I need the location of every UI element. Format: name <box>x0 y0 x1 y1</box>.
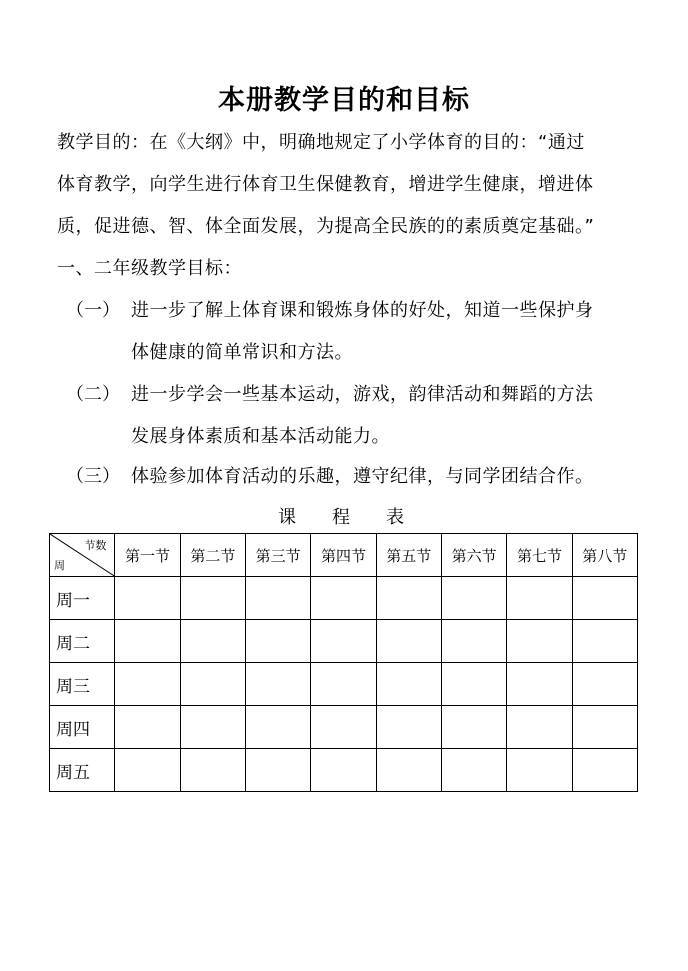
column-header: 第一节 <box>115 534 180 577</box>
schedule-cell[interactable] <box>180 620 245 663</box>
column-header: 第六节 <box>441 534 506 577</box>
schedule-cell[interactable] <box>376 577 441 620</box>
table-row <box>50 706 638 749</box>
schedule-cell[interactable] <box>507 749 572 792</box>
schedule-cell[interactable] <box>245 706 310 749</box>
schedule-cell[interactable] <box>245 749 310 792</box>
schedule-cell[interactable] <box>376 663 441 706</box>
schedule-cell[interactable] <box>180 749 245 792</box>
row-header: 周二 <box>50 620 115 663</box>
schedule-cell[interactable] <box>441 749 506 792</box>
goal-number-1: （一） <box>66 300 120 321</box>
schedule-cell[interactable] <box>311 663 376 706</box>
row-header: 周三 <box>50 663 115 706</box>
schedule-cell[interactable] <box>572 663 637 706</box>
schedule-cell[interactable] <box>115 749 180 792</box>
schedule-cell[interactable] <box>245 663 310 706</box>
purpose-line-1: 教学目的：在《大纲》中，明确地规定了小学体育的目的：“通过 <box>57 132 585 153</box>
schedule-cell[interactable] <box>115 620 180 663</box>
schedule-cell[interactable] <box>441 577 506 620</box>
schedule-cell[interactable] <box>311 749 376 792</box>
table-row <box>50 749 638 792</box>
column-header: 第四节 <box>311 534 376 577</box>
schedule-header-row <box>50 534 638 577</box>
goal-number-2: （二） <box>66 384 120 405</box>
corner-label-week: 周 <box>54 559 65 572</box>
schedule-cell[interactable] <box>245 620 310 663</box>
row-header: 周一 <box>50 577 115 620</box>
schedule-cell[interactable] <box>507 620 572 663</box>
schedule-cell[interactable] <box>180 706 245 749</box>
schedule-cell[interactable] <box>311 706 376 749</box>
schedule-cell[interactable] <box>441 663 506 706</box>
row-header: 周五 <box>50 749 115 792</box>
schedule-cell[interactable] <box>376 749 441 792</box>
schedule-cell[interactable] <box>441 706 506 749</box>
purpose-line-3: 质，促进德、智、体全面发展，为提高全民族的的素质奠定基础。” <box>57 216 595 237</box>
schedule-table <box>49 533 638 792</box>
schedule-cell[interactable] <box>115 706 180 749</box>
schedule-cell[interactable] <box>376 706 441 749</box>
goal-number-3: （三） <box>66 466 120 487</box>
purpose-line-2: 体育教学，向学生进行体育卫生保健教育，增进学生健康，增进体 <box>57 174 594 195</box>
schedule-cell[interactable] <box>376 620 441 663</box>
schedule-cell[interactable] <box>572 577 637 620</box>
section-heading: 一、二年级教学目标： <box>57 258 242 279</box>
column-header: 第七节 <box>507 534 572 577</box>
column-header: 第五节 <box>376 534 441 577</box>
column-header: 第二节 <box>180 534 245 577</box>
column-header: 第三节 <box>245 534 310 577</box>
goal-1-line-1: 进一步了解上体育课和锻炼身体的好处，知道一些保护身 <box>131 300 594 321</box>
column-header: 第八节 <box>572 534 637 577</box>
schedule-title: 课程表 <box>278 507 440 528</box>
schedule-cell[interactable] <box>441 620 506 663</box>
schedule-cell[interactable] <box>507 706 572 749</box>
corner-label-periods: 节数 <box>84 539 107 552</box>
goal-2-line-1: 进一步学会一些基本运动，游戏，韵律活动和舞蹈的方法 <box>131 384 594 405</box>
goal-2-line-2: 发展身体素质和基本活动能力。 <box>131 426 390 447</box>
schedule-cell[interactable] <box>245 577 310 620</box>
page-title: 本册教学目的和目标 <box>218 85 470 116</box>
schedule-cell[interactable] <box>507 663 572 706</box>
table-row <box>50 577 638 620</box>
schedule-cell[interactable] <box>572 620 637 663</box>
schedule-cell[interactable] <box>115 577 180 620</box>
schedule-cell[interactable] <box>115 663 180 706</box>
goal-1-line-2: 体健康的简单常识和方法。 <box>131 342 353 363</box>
schedule-corner-cell <box>50 534 115 577</box>
schedule-cell[interactable] <box>311 620 376 663</box>
schedule-cell[interactable] <box>572 706 637 749</box>
table-row <box>50 663 638 706</box>
schedule-cell[interactable] <box>572 749 637 792</box>
row-header: 周四 <box>50 706 115 749</box>
schedule-cell[interactable] <box>180 663 245 706</box>
schedule-cell[interactable] <box>180 577 245 620</box>
schedule-cell[interactable] <box>507 577 572 620</box>
table-row <box>50 620 638 663</box>
schedule-cell[interactable] <box>311 577 376 620</box>
goal-3-line-1: 体验参加体育活动的乐趣，遵守纪律，与同学团结合作。 <box>131 466 594 487</box>
